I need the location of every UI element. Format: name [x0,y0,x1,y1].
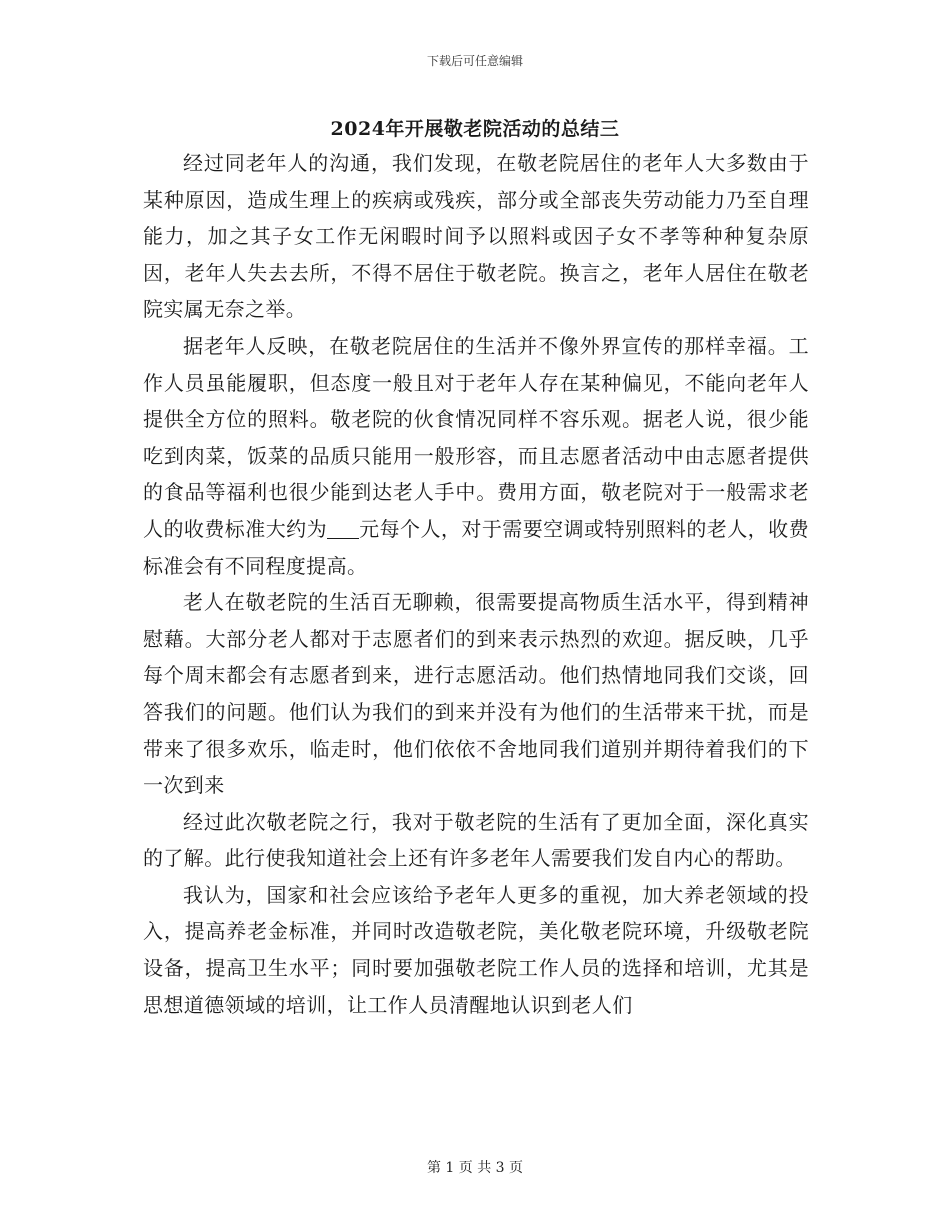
paragraph-5: 我认为，国家和社会应该给予老年人更多的重视，加大养老领域的投入，提高养老金标准，并同时改造敬老院，美化敬老院环境，升级敬老院设备，提高卫生水平；同时要加强敬老院工作人员的选择和培训，尤其是思想道德领域的培训，让工作人员清醒地认识到老人们 [143,882,809,1017]
header-note: 下载后可任意编辑 [426,54,523,68]
paragraph-3: 老人在敬老院的生活百无聊赖，很需要提高物质生活水平，得到精神慰藉。大部分老人都对于志愿者们的到来表示热烈的欢迎。据反映，几乎每个周末都会有志愿者到来，进行志愿活动。他们热情地同我们交谈，回答我们的问题。他们认为我们的到来并没有为他们的生活带来干扰，而是带来了很多欢乐，临走时，他们依依不舍地同我们道别并期待着我们的下一次到来 [143,590,809,798]
document-title: 2024年开展敬老院活动的总结三 [330,118,620,140]
paragraph-2 [143,328,809,584]
paragraph-4: 经过此次敬老院之行，我对于敬老院的生活有了更加全面，深化真实的了解。此行使我知道社会上还有许多老年人需要我们发自内心的帮助。 [143,809,809,871]
paragraph-1: 经过同老年人的沟通，我们发现，在敬老院居住的老年人大多数由于某种原因，造成生理上的疾病或残疾，部分或全部丧失劳动能力乃至自理能力，加之其子女工作无闲暇时间予以照料或因子女不孝等种种复杂原因，老年人失去去所，不得不居住于敬老院。换言之，老年人居住在敬老院实属无奈之举。 [143,151,809,322]
fee-blank [327,518,359,539]
document-body [143,145,809,1023]
paragraph-2-text-before-blank: 据老年人反映，在敬老院居住的生活并不像外界宣传的那样幸福。工作人员虽能履职，但态度一般且对于老年人存在某种偏见，不能向老年人提供全方位的照料。敬老院的伙食情况同样不容乐观。据老人说，很少能吃到肉菜，饭菜的品质只能用一般形容，而且志愿者活动中由志愿者提供的食品等福利也很少能到达老人手中。费用方面，敬老院对于一般需求老人的收费标准大约为 [143,333,809,541]
page-number: 第 1 页 共 3 页 [426,1160,524,1176]
paragraph-2-text-after-blank: 元每个人，对于需要空调或特别照料的老人，收费标准会有不同程度提高。 [143,516,809,578]
